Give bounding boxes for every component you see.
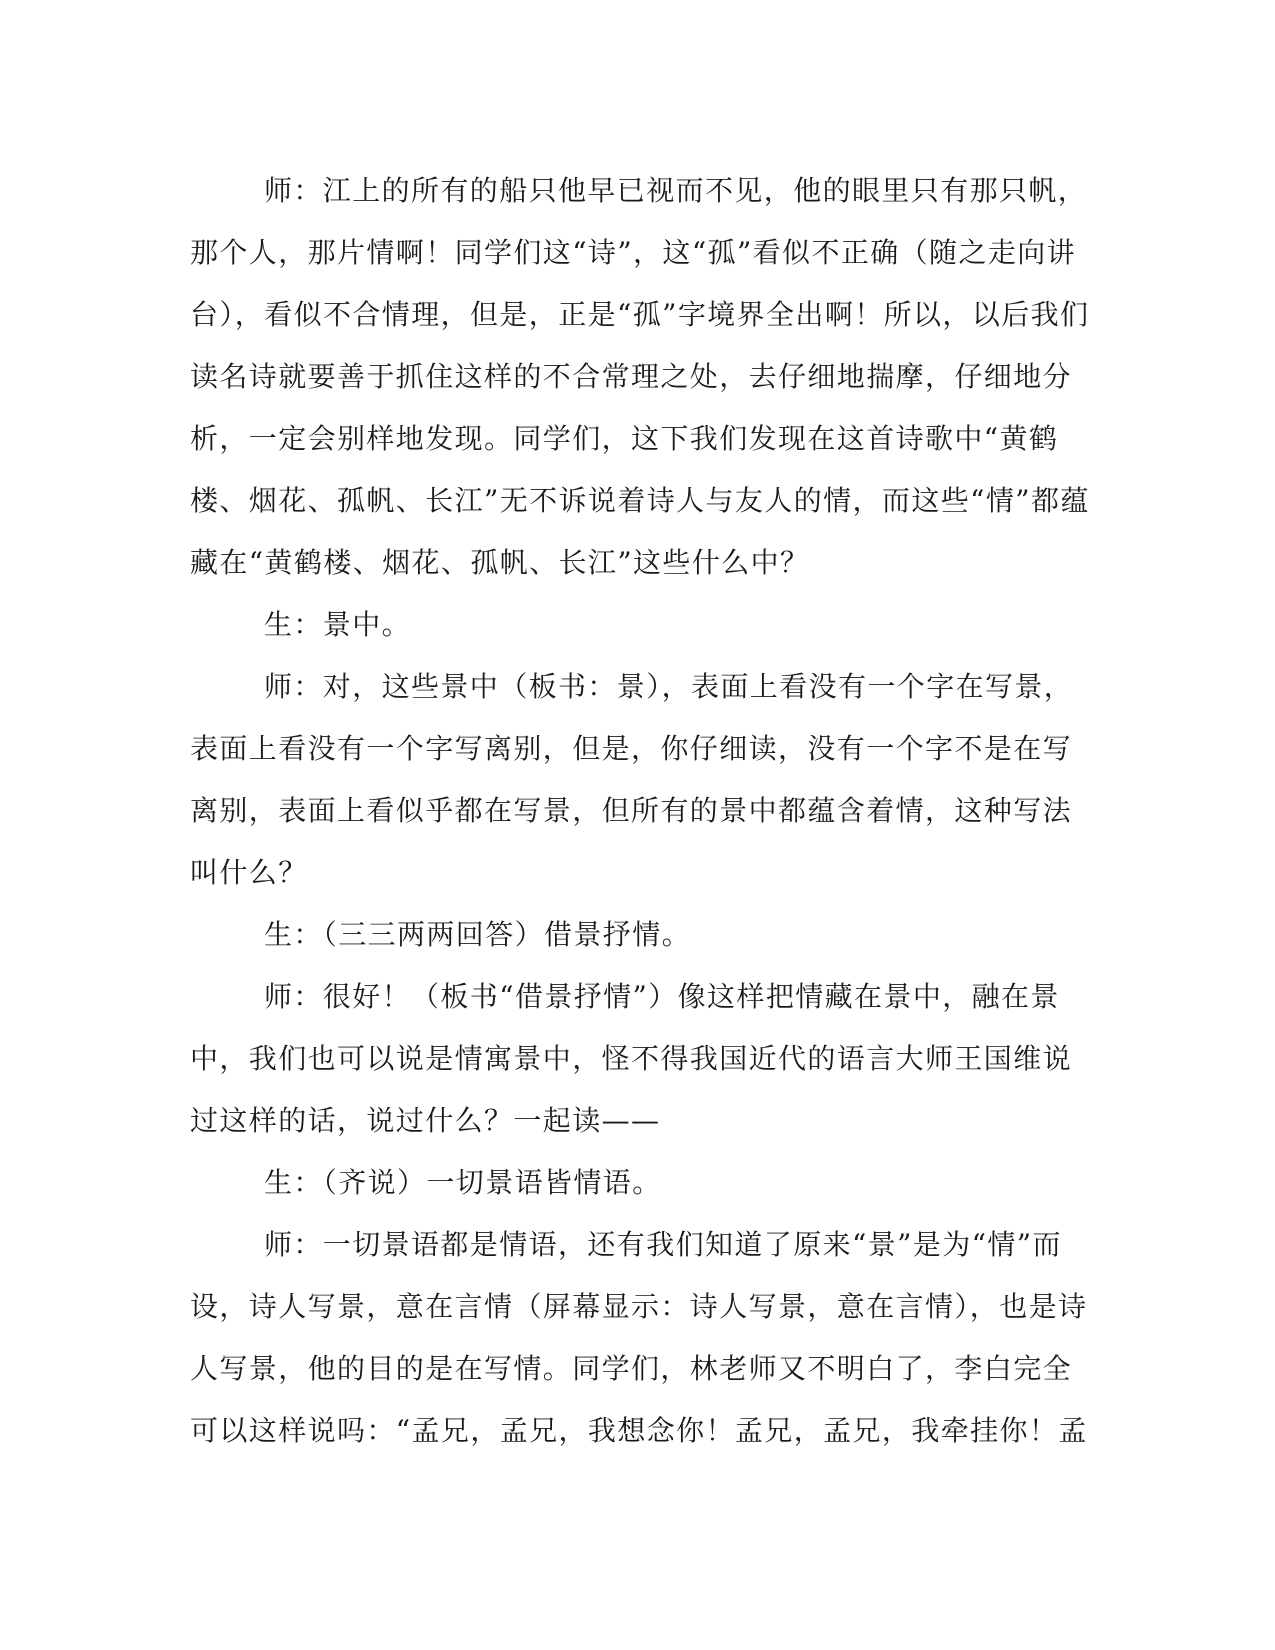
paragraph-teacher-4: 师：一切景语都是情语，还有我们知道了原来“景”是为“情”而设，诗人写景，意在言情（屏幕显示：诗人写景，意在言情），也是诗人写景，他的目的是在写情。同学们，林老师又不明白了，李白完全可以这样说吗：“孟兄，孟兄，我想念你！孟兄，孟兄，我牵挂你！孟: [190, 1228, 1088, 1447]
paragraph-teacher-3: 师：很好！（板书“借景抒情”）像这样把情藏在景中，融在景中，我们也可以说是情寓景中，怪不得我国近代的语言大师王国维说过这样的话，说过什么？一起读——: [190, 980, 1073, 1137]
paragraph-teacher-2: 师：对，这些景中（板书：景），表面上看没有一个字在写景，表面上看没有一个字写离别，但是，你仔细读，没有一个字不是在写离别，表面上看似乎都在写景，但所有的景中都蕴含着情，这种写法叫什么？: [190, 670, 1074, 889]
paragraph-student-3: 生：（齐说）一切景语皆情语。: [264, 1166, 662, 1199]
paragraph-student-2: 生：（三三两两回答）借景抒情。: [264, 918, 692, 951]
paragraph-student-1: 生：景中。: [264, 608, 412, 641]
document-body: [190, 160, 1090, 1462]
paragraph-teacher-1: 师：江上的所有的船只他早已视而不见，他的眼里只有那只帆，那个人，那片情啊！同学们这“诗”，这“孤”看似不正确（随之走向讲台），看似不合情理，但是，正是“孤”字境界全出啊！所以，以后我们读名诗就要善于抓住这样的不合常理之处，去仔细地揣摩，仔细地分析，一定会别样地发现。同学们，这下我们发现在这首诗歌中“黄鹤楼、烟花、孤帆、长江”无不诉说着诗人与友人的情，而这些“情”都蕴藏在“黄鹤楼、烟花、孤帆、长江”这些什么中？: [190, 174, 1090, 579]
